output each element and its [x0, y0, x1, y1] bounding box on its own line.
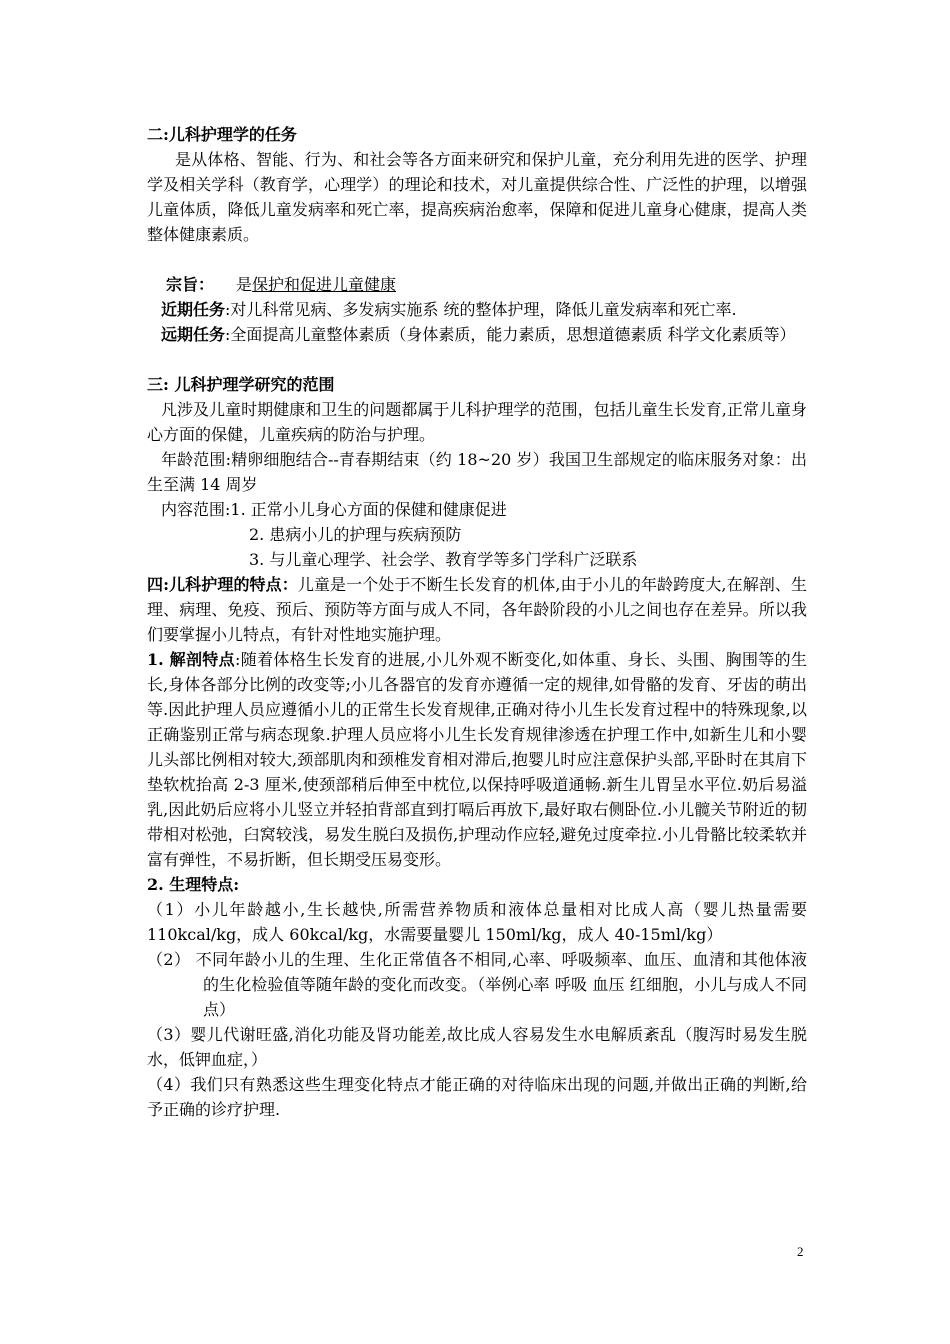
purpose-label: 宗旨：	[166, 275, 215, 294]
page-number: 2	[797, 1244, 804, 1259]
section-3-heading: 三: 儿科护理学研究的范围	[147, 375, 335, 394]
physiology-item: （1）小儿年龄越小,生长越快,所需营养物质和液体总量相对比成人高（婴儿热量需要 110kcal/kg，成人 60kcal/kg，水需要量婴儿 150ml/kg，成人 40-15ml/kg）	[147, 900, 807, 944]
physiology-heading: 2. 生理特点:	[147, 875, 240, 894]
near-term-label: 近期任务	[161, 300, 226, 319]
anatomy-features	[147, 647, 807, 872]
section-4-heading: 四:儿科护理的特点：	[147, 575, 298, 594]
content-item: 2. 患病小儿的护理与疾病预防	[249, 525, 462, 544]
section-2-heading: 二:儿科护理学的任务	[147, 125, 297, 144]
section-3-paragraph: 凡涉及儿童时期健康和卫生的问题都属于儿科护理学的范围，包括儿童生长发育,正常儿童身心方面的保健，儿童疾病的防治与护理。	[147, 400, 807, 444]
content-item: 3. 与儿童心理学、社会学、教育学等多门学科广泛联系	[249, 550, 638, 569]
purpose-text: 保护和促进儿童健康	[252, 275, 397, 294]
anatomy-text: :随着体格生长发育的进展,小儿外观不断变化,如体重、身长、头围、胸围等的生长,身体各部分比例的改变等;小儿各器官的发育亦遵循一定的规律,如骨骼的发育、牙齿的萌出等.因此护理人员应遵循小儿的正常生长发育规律,正确对待小儿生长发育过程中的特殊现象,以正确鉴别正常与病态现象.护理人员应将小儿生长发育规律渗透在护理工作中,如新生儿和小婴儿头部比例相对较大,颈部肌肉和颈椎发育相对滞后,抱婴儿时应注意保护头部,平卧时在其肩下垫软枕抬高 2-3 厘米,使颈部稍后伸至中枕位,以保持呼吸道通畅.新生儿胃呈水平位.奶后易溢乳,因此奶后应将小儿竖立并轻拍背部直到打嗝后再放下,最好取右侧卧位.小儿髋关节附近的韧带相对松弛，臼窝较浅，易发生脱臼及损伤,护理动作应轻,避免过度牵拉.小儿骨骼比较柔软并富有弹性，不易折断，但长期受压易变形。	[147, 650, 807, 869]
section-4	[147, 572, 807, 647]
section-2-paragraph: 是从体格、智能、行为、和社会等各方面来研究和保护儿童，充分利用先进的医学、护理学及相关学科（教育学，心理学）的理论和技术，对儿童提供综合性、广泛性的护理，以增强儿童体质，降低儿童发病率和死亡率，提高疾病治愈率，保障和促进儿童身心健康，提高人类整体健康素质。	[147, 150, 807, 244]
physiology-item: （2） 不同年龄小儿的生理、生化正常值各不相同,心率、呼吸频率、血压、血清和其他体液的生化检验值等随年龄的变化而改变。（举例心率 呼吸 血压 红细胞，小儿与成人不同点）	[147, 950, 807, 1019]
long-term-task	[147, 322, 807, 347]
physiology-item: （4）我们只有熟悉这些生理变化特点才能正确的对待临床出现的问题,并做出正确的判断,给予正确的诊疗护理.	[147, 1075, 807, 1119]
content-range-label: 内容范围:	[161, 500, 231, 519]
near-term-task	[147, 297, 807, 322]
near-term-text: :对儿科常见病、多发病实施系 统的整体护理，降低儿童发病率和死亡率.	[225, 300, 737, 319]
purpose-prefix: 是	[236, 275, 253, 294]
content-range	[147, 497, 807, 522]
content-item: 1. 正常小儿身心方面的保健和健康促进	[230, 500, 507, 519]
spacer	[147, 247, 807, 272]
age-range: 年龄范围:精卵细胞结合--青春期结束（约 18~20 岁）我国卫生部规定的临床服务对象：出生至满 14 周岁	[147, 450, 807, 494]
purpose-line	[147, 272, 807, 297]
physiology-item: （3）婴儿代谢旺盛,消化功能及肾功能差,故比成人容易发生水电解质紊乱（腹泻时易发生脱水，低钾血症，）	[147, 1025, 807, 1069]
spacer	[147, 347, 807, 372]
section-4-paragraph: 儿童是一个处于不断生长发育的机体,由于小儿的年龄跨度大,在解剖、生理、病理、免疫、预后、预防等方面与成人不同，各年龄阶段的小儿之间也存在差异。所以我们要掌握小儿特点，有针对性地实施护理。	[147, 575, 807, 644]
long-term-text: :全面提高儿童整体素质（身体素质，能力素质，思想道德素质 科学文化素质等）	[225, 325, 796, 344]
long-term-label: 远期任务	[161, 325, 226, 344]
document-page	[147, 122, 807, 1122]
anatomy-label: 1. 解剖特点	[147, 650, 235, 669]
